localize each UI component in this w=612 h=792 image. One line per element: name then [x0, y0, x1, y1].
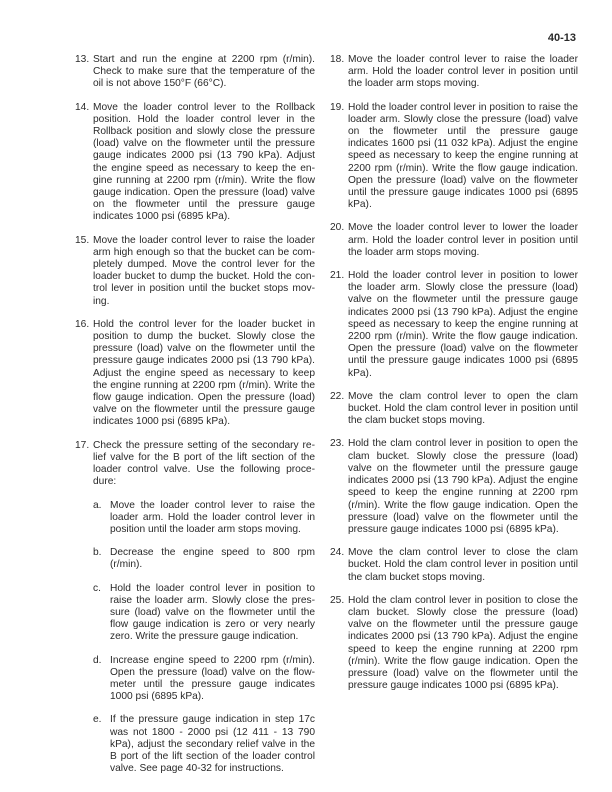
step-text: Move the loader control lever to raise the loader arm. Hold the loader control lever in position until the loader arm stops moving.: [348, 54, 578, 90]
step-15: [75, 234, 315, 308]
step-number: 15.: [75, 234, 90, 246]
step-number: 16.: [75, 318, 90, 330]
step-22: [330, 390, 578, 428]
step-24: [330, 547, 578, 584]
step-number: 13.: [75, 54, 90, 65]
step-number: 14.: [75, 101, 90, 113]
step-letter: e.: [93, 714, 102, 726]
step-text: Hold the loader control lever in position to lower the loader arm. Slowly close the pressure (load) valve on the flowmeter until the pressure gauge indicates 2000 psi (13 790 kPa). Adjust the engine speed as necessary to keep the engine running at 2200 rpm (r/min). Write the flow gauge indication. Open the pressure (load) valve on the flowmeter until the pressure gauge indicates 1000 psi (6895 kPa).: [348, 270, 578, 379]
step-text: Move the clam control lever to open the clam bucket. Hold the clam control lever in position until the clam bucket stops moving.: [348, 390, 578, 427]
step-17: [75, 439, 315, 489]
step-number: 18.: [330, 54, 345, 65]
step-letter: c.: [93, 582, 101, 594]
step-25: [330, 594, 578, 693]
step-text: Hold the clam control lever in position to open the clam bucket. Slowly close the pressure (load) valve on the flowmeter until the pressure gauge indicates 2000 psi (13 790 kPa). Adjust the engine speed to keep the engine running at 2200 rpm (r/min). Write the flow gauge indication. Open the pressure (load) valve on the flowmeter until the pressure gauge indicates 1000 psi (6895 kPa).: [348, 438, 578, 535]
step-text: Move the loader control lever to raise the loader arm. Hold the loader control lever in position until the loader arm stops moving.: [110, 499, 315, 535]
step-17c: [93, 582, 315, 644]
step-number: 22.: [330, 390, 345, 402]
step-text: Hold the clam control lever in position to close the clam bucket. Slowly close the pressure (load) valve on the flowmeter until the pressure gauge indicates 2000 psi (13 790 kPa). Adjust the engine speed to keep the engine running at 2200 rpm (r/min). Write the flow gauge indication. Open the pressure (load) valve on the flowmeter until the pressure gauge indicates 1000 psi (6895 kPa).: [348, 594, 578, 692]
step-text: Decrease the engine speed to 800 rpm (r/min).: [110, 547, 315, 571]
step-21: [330, 270, 578, 380]
step-16: [75, 318, 315, 429]
step-23: [330, 438, 578, 536]
step-text: Hold the control lever for the loader bucket in position to dump the bucket. Slowly close the pressure (load) valve on the flowmeter until the pressure gauge indicates 2000 psi (13 790 kPa). Adjust the engine speed as necessary to keep the engine running at 2200 rpm (r/min). Write the flow gauge indication. Open the pressure (load) valve on the flowmeter until the pressure gauge indicates 1000 psi (6895 kPa).: [93, 318, 315, 428]
step-18: [330, 54, 578, 91]
step-17b: [93, 547, 315, 571]
step-17d: [93, 654, 315, 704]
step-14: [75, 101, 315, 224]
step-number: 20.: [330, 222, 345, 234]
step-number: 24.: [330, 547, 345, 559]
step-13: [75, 54, 315, 91]
step-text: Move the loader control lever to lower the loader arm. Hold the loader control lever in position until the loader arm stops moving.: [348, 222, 578, 258]
step-text: Move the clam control lever to close the clam bucket. Hold the clam control lever in position until the clam bucket stops moving.: [348, 547, 578, 583]
step-17e: [93, 714, 315, 775]
step-19: [330, 101, 578, 212]
step-letter: d.: [93, 654, 102, 666]
right-column: [330, 54, 578, 692]
step-letter: b.: [93, 547, 102, 559]
step-text: Hold the loader control lever in position to raise the loader arm. Slowly close the pressure (load) valve on the flowmeter until the flow gauge indication is zero or very nearly zero. Write the pressure gauge indication.: [110, 582, 315, 643]
step-text: Check the pressure setting of the secondary relief valve for the B port of the lift section of the loader control valve. Use the following procedure:: [93, 439, 315, 488]
step-letter: a.: [93, 499, 102, 511]
step-number: 25.: [330, 594, 345, 606]
step-number: 19.: [330, 101, 345, 113]
step-number: 21.: [330, 270, 345, 282]
step-text: Hold the loader control lever in position to raise the loader arm. Slowly close the pressure (load) valve on the flowmeter until the pressure gauge indicates 1600 psi (11 032 kPa). Adjust the engine speed as necessary to keep the engine running at 2200 rpm (r/min). Write the flow gauge indication. Open the pressure (load) valve on the flowmeter until the pressure gauge indicates 1000 psi (6895 kPa).: [348, 101, 578, 211]
step-17a: [93, 499, 315, 537]
step-text: Move the loader control lever to the Rollback position. Hold the loader control lever in the Rollback position and slowly close the pressure (load) valve on the flowmeter until the pressure gauge indicates 2000 psi (13 790 kPa). Adjust the engine speed as necessary to keep the engine running at 2200 rpm (r/min). Write the flow gauge indication. Open the pressure (load) valve on the flowmeter until the pressure gauge indicates 1000 psi (6895 kPa).: [93, 101, 315, 223]
step-text: Move the loader control lever to raise the loader arm high enough so that the bucket can be completely dumped. Move the control lever for the loader bucket to dump the bucket. Hold the control lever in position until the bucket stops moving.: [93, 234, 315, 307]
step-text: Start and run the engine at 2200 rpm (r/min). Check to make sure that the temperature of the oil is not above 150°F (66°C).: [93, 54, 315, 90]
page-number: 40-13: [547, 32, 576, 44]
step-number: 17.: [75, 439, 90, 451]
step-text: If the pressure gauge indication in step 17c was not 1800 - 2000 psi (12 411 - 13 790 kPa), adjust the secondary relief valve in the B port of the lift section of the loader control valve. See page 40-32 for instructions.: [110, 714, 315, 775]
step-number: 23.: [330, 438, 345, 450]
left-column: [75, 54, 315, 775]
step-20: [330, 222, 578, 259]
step-text: Increase engine speed to 2200 rpm (r/min). Open the pressure (load) valve on the flowmeter until the pressure gauge indicates 1000 psi (6895 kPa).: [110, 654, 315, 703]
